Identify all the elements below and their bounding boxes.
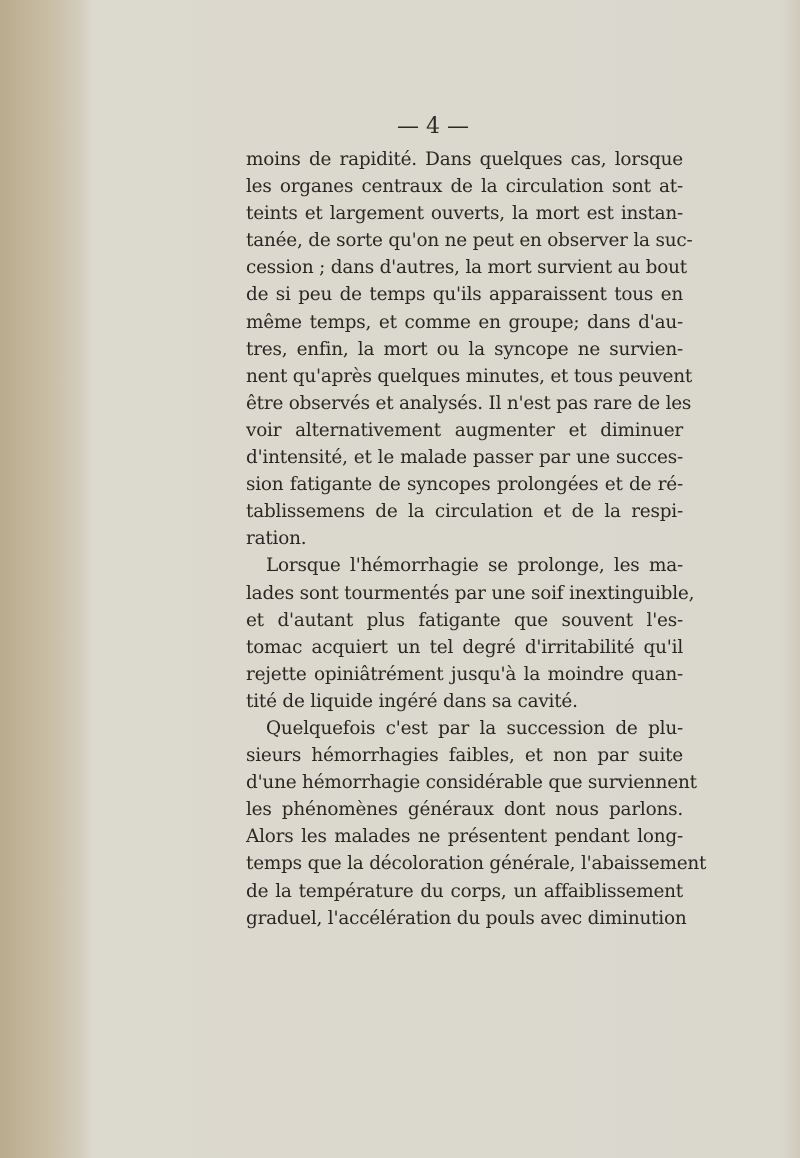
text-line: d'une hémorrhagie considérable que surviennent xyxy=(246,772,697,794)
text-line: rejette opiniâtrément jusqu'à la moindre quan- xyxy=(246,663,683,685)
text-line: nent qu'après quelques minutes, et tous peuvent xyxy=(246,365,693,387)
text-line: ration. xyxy=(246,528,307,550)
text-line: temps que la décoloration générale, l'abaissement xyxy=(246,853,707,875)
page-binding-shadow xyxy=(0,0,92,1158)
text-line: graduel, l'accélération du pouls avec diminution xyxy=(246,907,687,929)
text-line: tablissemens de la circulation et de la respi- xyxy=(246,501,683,523)
text-line: les organes centraux de la circulation sont at- xyxy=(246,176,683,198)
paragraph-start-line: Quelquefois c'est par la succession de plu- xyxy=(266,717,683,739)
text-line: et d'autant plus fatigante que souvent l'es- xyxy=(246,609,683,631)
text-line: de si peu de temps qu'ils apparaissent tous en xyxy=(246,284,683,306)
text-line: de la température du corps, un affaiblissement xyxy=(246,880,683,902)
text-line: d'intensité, et le malade passer par une succes- xyxy=(246,447,683,469)
text-line: voir alternativement augmenter et diminuer xyxy=(246,419,683,441)
paragraph-start-line: Lorsque l'hémorrhagie se prolonge, les ma- xyxy=(266,555,683,577)
text-line: tres, enfin, la mort ou la syncope ne survien- xyxy=(246,338,683,360)
text-line: lades sont tourmentés par une soif inextinguible, xyxy=(246,582,695,604)
page-edge xyxy=(782,0,800,1158)
text-line: cession ; dans d'autres, la mort survient au bout xyxy=(246,257,687,279)
text-line: moins de rapidité. Dans quelques cas, lorsque xyxy=(246,149,683,170)
body-text xyxy=(246,146,707,932)
text-line: sion fatigante de syncopes prolongées et de ré- xyxy=(246,474,683,496)
text-line: sieurs hémorrhagies faibles, et non par suite xyxy=(246,745,683,767)
text-line: les phénomènes généraux dont nous parlons. xyxy=(246,799,683,821)
text-line: teints et largement ouverts, la mort est instan- xyxy=(246,203,683,225)
page-number: — 4 — xyxy=(397,114,469,139)
text-line: tité de liquide ingéré dans sa cavité. xyxy=(246,690,578,712)
text-line: tanée, de sorte qu'on ne peut en observer la suc- xyxy=(246,230,693,252)
text-line: tomac acquiert un tel degré d'irritabilité qu'il xyxy=(246,636,683,658)
text-line: même temps, et comme en groupe; dans d'au- xyxy=(246,311,683,333)
text-line: être observés et analysés. Il n'est pas rare de les xyxy=(246,392,692,414)
text-line: Alors les malades ne présentent pendant long- xyxy=(246,826,683,848)
